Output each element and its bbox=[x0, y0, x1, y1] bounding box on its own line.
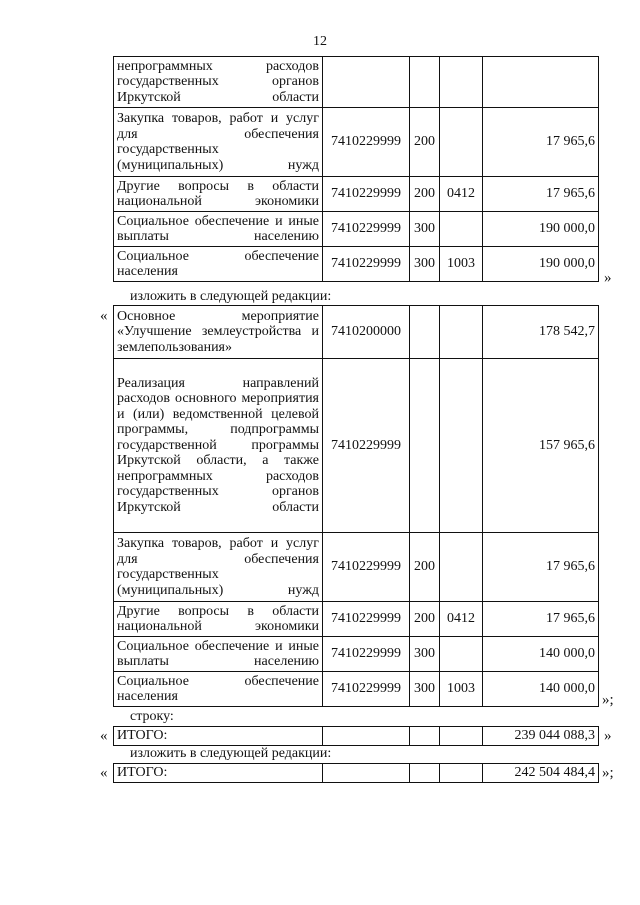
closing-quote: » bbox=[604, 728, 612, 744]
row-amount: 190 000,0 bbox=[483, 247, 599, 282]
table-row bbox=[114, 212, 599, 247]
empty-cell bbox=[323, 764, 410, 783]
row-name: Другие вопросы в области национальной экономики bbox=[114, 602, 323, 637]
row-name: непрограммных расходов государственных органов Иркутской области bbox=[114, 57, 323, 108]
total-row bbox=[114, 727, 599, 746]
row-code: 7410229999 bbox=[323, 359, 410, 533]
table-row bbox=[114, 637, 599, 672]
row-section bbox=[440, 57, 483, 108]
row-type bbox=[410, 306, 440, 359]
row-code: 7410229999 bbox=[323, 177, 410, 212]
opening-quote: « bbox=[100, 728, 108, 744]
empty-cell bbox=[440, 764, 483, 783]
row-type: 300 bbox=[410, 637, 440, 672]
row-type: 300 bbox=[410, 672, 440, 707]
table-row bbox=[114, 602, 599, 637]
row-type: 200 bbox=[410, 177, 440, 212]
row-type: 200 bbox=[410, 533, 440, 602]
total-label: ИТОГО: bbox=[114, 727, 323, 746]
table-row bbox=[114, 247, 599, 282]
table-row bbox=[114, 177, 599, 212]
table-row bbox=[114, 672, 599, 707]
total-row bbox=[114, 764, 599, 783]
row-amount: 17 965,6 bbox=[483, 177, 599, 212]
row-type: 300 bbox=[410, 247, 440, 282]
table-row bbox=[114, 57, 599, 108]
opening-quote: « bbox=[100, 765, 108, 781]
row-code: 7410229999 bbox=[323, 637, 410, 672]
closing-quote: » bbox=[604, 270, 612, 286]
row-name: Закупка товаров, работ и услуг для обеспечения государственных (муниципальных) нужд bbox=[114, 533, 323, 602]
row-type: 200 bbox=[410, 108, 440, 177]
table-row bbox=[114, 359, 599, 533]
table-row bbox=[114, 306, 599, 359]
total-label: ИТОГО: bbox=[114, 764, 323, 783]
row-section: 0412 bbox=[440, 602, 483, 637]
row-name: Социальное обеспечение и иные выплаты населению bbox=[114, 637, 323, 672]
row-amount: 157 965,6 bbox=[483, 359, 599, 533]
table-row bbox=[114, 108, 599, 177]
row-section bbox=[440, 108, 483, 177]
closing-quote-semicolon: »; bbox=[602, 765, 614, 781]
row-name: Социальное обеспечение населения bbox=[114, 247, 323, 282]
empty-cell bbox=[410, 727, 440, 746]
row-amount: 190 000,0 bbox=[483, 212, 599, 247]
row-code: 7410229999 bbox=[323, 672, 410, 707]
row-section: 1003 bbox=[440, 247, 483, 282]
row-type bbox=[410, 359, 440, 533]
row-name: Основное мероприятие «Улучшение землеустройства и землепользования» bbox=[114, 306, 323, 359]
opening-quote: « bbox=[100, 308, 108, 324]
row-section: 1003 bbox=[440, 672, 483, 707]
total-amount: 242 504 484,4 bbox=[483, 764, 599, 783]
row-section: 0412 bbox=[440, 177, 483, 212]
row-name: Другие вопросы в области национальной экономики bbox=[114, 177, 323, 212]
row-code: 7410229999 bbox=[323, 108, 410, 177]
edit-instruction-line: строку: bbox=[130, 709, 174, 724]
empty-cell bbox=[440, 727, 483, 746]
row-type: 300 bbox=[410, 212, 440, 247]
row-type: 200 bbox=[410, 602, 440, 637]
row-code: 7410229999 bbox=[323, 533, 410, 602]
row-code: 7410200000 bbox=[323, 306, 410, 359]
empty-cell bbox=[410, 764, 440, 783]
row-name: Реализация направлений расходов основного мероприятия и (или) ведомственной целевой программы, подпрограммы государственной программы Иркутской области, а также непрограммных расходов государственных органов Иркутской области bbox=[114, 359, 323, 533]
edit-instruction: изложить в следующей редакции: bbox=[130, 746, 332, 761]
total-amount: 239 044 088,3 bbox=[483, 727, 599, 746]
row-amount: 17 965,6 bbox=[483, 602, 599, 637]
row-code: 7410229999 bbox=[323, 247, 410, 282]
row-section bbox=[440, 212, 483, 247]
row-name: Социальное обеспечение населения bbox=[114, 672, 323, 707]
budget-table-old-fragment bbox=[113, 56, 599, 282]
row-amount: 140 000,0 bbox=[483, 672, 599, 707]
row-amount: 178 542,7 bbox=[483, 306, 599, 359]
row-amount bbox=[483, 57, 599, 108]
row-section bbox=[440, 637, 483, 672]
row-amount: 140 000,0 bbox=[483, 637, 599, 672]
row-section bbox=[440, 306, 483, 359]
row-section bbox=[440, 359, 483, 533]
page-number: 12 bbox=[313, 34, 327, 49]
closing-quote-semicolon: »; bbox=[602, 692, 614, 708]
row-code: 7410229999 bbox=[323, 212, 410, 247]
row-section bbox=[440, 533, 483, 602]
table-row bbox=[114, 533, 599, 602]
row-code: 7410229999 bbox=[323, 602, 410, 637]
row-code bbox=[323, 57, 410, 108]
row-amount: 17 965,6 bbox=[483, 533, 599, 602]
row-type bbox=[410, 57, 440, 108]
row-name: Социальное обеспечение и иные выплаты населению bbox=[114, 212, 323, 247]
row-name: Закупка товаров, работ и услуг для обеспечения государственных (муниципальных) нужд bbox=[114, 108, 323, 177]
edit-instruction: изложить в следующей редакции: bbox=[130, 289, 332, 304]
empty-cell bbox=[323, 727, 410, 746]
total-table-new bbox=[113, 763, 599, 783]
budget-table-new-edition bbox=[113, 305, 599, 707]
total-table-old bbox=[113, 726, 599, 746]
row-amount: 17 965,6 bbox=[483, 108, 599, 177]
